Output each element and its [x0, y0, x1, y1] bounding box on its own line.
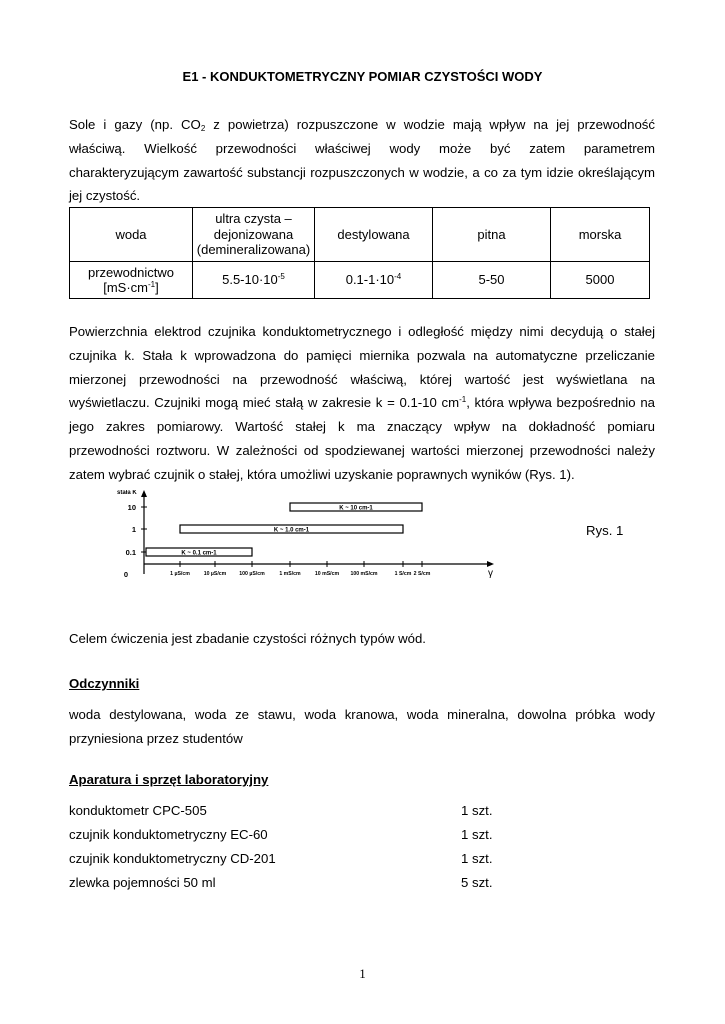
y-axis-label: stała K — [117, 490, 137, 496]
value-cell-pitna: 5-50 — [433, 262, 551, 299]
x-axis-arrow — [487, 561, 494, 567]
header-cell-pitna: pitna — [433, 208, 551, 262]
table-header-row — [70, 208, 650, 262]
x-tick-label: 100 mS/cm — [350, 571, 378, 577]
sensor-paragraph: Powierzchnia elektrod czujnika konduktometrycznego i odległość między nimi decydują o stałej czujnika k. Stała k wprowadzona do pamięci miernika pozwala na automatyczne przeliczanie mierzonej przewodności na przewodność właściwą, której wartość jest wyświetlana na wyświetlaczu. Czujniki mogą mieć stałą w zakresie k = 0.1-10 $cm^{-1}$, która wpływa bezpośrednio na jego zakres pomiarowy. Wartość stałej k ma znaczący wpływ na dokładność pomiaru przewodności roztworu. W zależności od spodziewanej wartości mierzonej przewodności należy zatem wybrać czujnik o stałej, która umożliwi uzyskanie poprawnych wyników (Rys. 1). — [69, 324, 655, 482]
reagents-heading: Odczynniki — [69, 676, 140, 691]
range-bar-label: K ~ 10 cm-1 — [339, 505, 373, 512]
x-tick-label: 100 µS/cm — [239, 571, 265, 577]
y-tick-label: 0.1 — [125, 548, 136, 557]
goal-paragraph: Celem ćwiczenia jest zbadanie czystości różnych typów wód. — [69, 631, 426, 646]
x-tick-label: 2 S/cm — [413, 571, 431, 577]
value-cell-morska: 5000 — [551, 262, 650, 299]
range-bar-label: K ~ 1.0 cm-1 — [273, 527, 310, 534]
figure-caption: Rys. 1 — [586, 523, 624, 538]
header-cell-ultra: ultra czysta – dejonizowana (demineralizowana) — [193, 208, 315, 262]
intro-paragraph: Sole i gazy (np. $CO_2$ z powietrza) rozpuszczone w wodzie mają wpływ na jej przewodność właściwą. Wielkość przewodności właściwej wody może być zatem parametrem charakteryzującym zawartość substancji rozpuszczonych w wodzie, a co za tym idzie określającym jej czystość. — [69, 117, 655, 204]
list-item: zlewka pojemności 50 ml 5 szt. — [69, 875, 493, 890]
header-cell-morska: morska — [551, 208, 650, 262]
table-row — [70, 262, 650, 299]
range-bars — [146, 503, 422, 557]
equipment-heading: Aparatura i sprzęt laboratoryjny — [69, 772, 269, 787]
list-item: czujnik konduktometryczny EC-60 1 szt. — [69, 827, 493, 842]
x-tick-label: 1 µS/cm — [170, 571, 190, 577]
value-cell-destylowana: $0.1-1\cdot 10^{-4}$ — [315, 262, 433, 299]
conductivity-table — [69, 207, 650, 299]
y-axis-arrow — [141, 490, 147, 497]
list-item: czujnik konduktometryczny CD-201 1 szt. — [69, 851, 493, 866]
reagents-paragraph: woda destylowana, woda ze stawu, woda kranowa, woda mineralna, dowolna próbka wody przyniesiona przez studentów — [69, 707, 655, 746]
range-bar-label: K ~ 0.1 cm-1 — [181, 550, 217, 557]
value-cell-ultra: $5.5-10\cdot 10^{-5}$ — [193, 262, 315, 299]
list-item: konduktometr CPC-505 1 szt. — [69, 803, 493, 818]
y-tick-label: 10 — [127, 503, 136, 512]
x-tick-label: 10 µS/cm — [203, 571, 227, 577]
x-tick-label: 1 S/cm — [394, 571, 412, 577]
x-axis-label: γ — [488, 568, 493, 579]
header-cell-woda: woda — [70, 208, 193, 262]
x-tick-label: 1 mS/cm — [279, 571, 301, 577]
header-cell-destylowana: destylowana — [315, 208, 433, 262]
y-tick-label: 1 — [131, 525, 136, 534]
x-tick-label: 10 mS/cm — [314, 571, 340, 577]
y-tick-label: 0 — [123, 570, 128, 579]
row-label-cell: przewodnictwo $[mS\cdot cm^{-1}]$ — [70, 262, 193, 299]
sensor-range-chart — [108, 490, 508, 582]
page-title: E1 - KONDUKTOMETRYCZNY POMIAR CZYSTOŚCI WODY — [182, 69, 543, 84]
page-number: 1 — [359, 966, 366, 981]
